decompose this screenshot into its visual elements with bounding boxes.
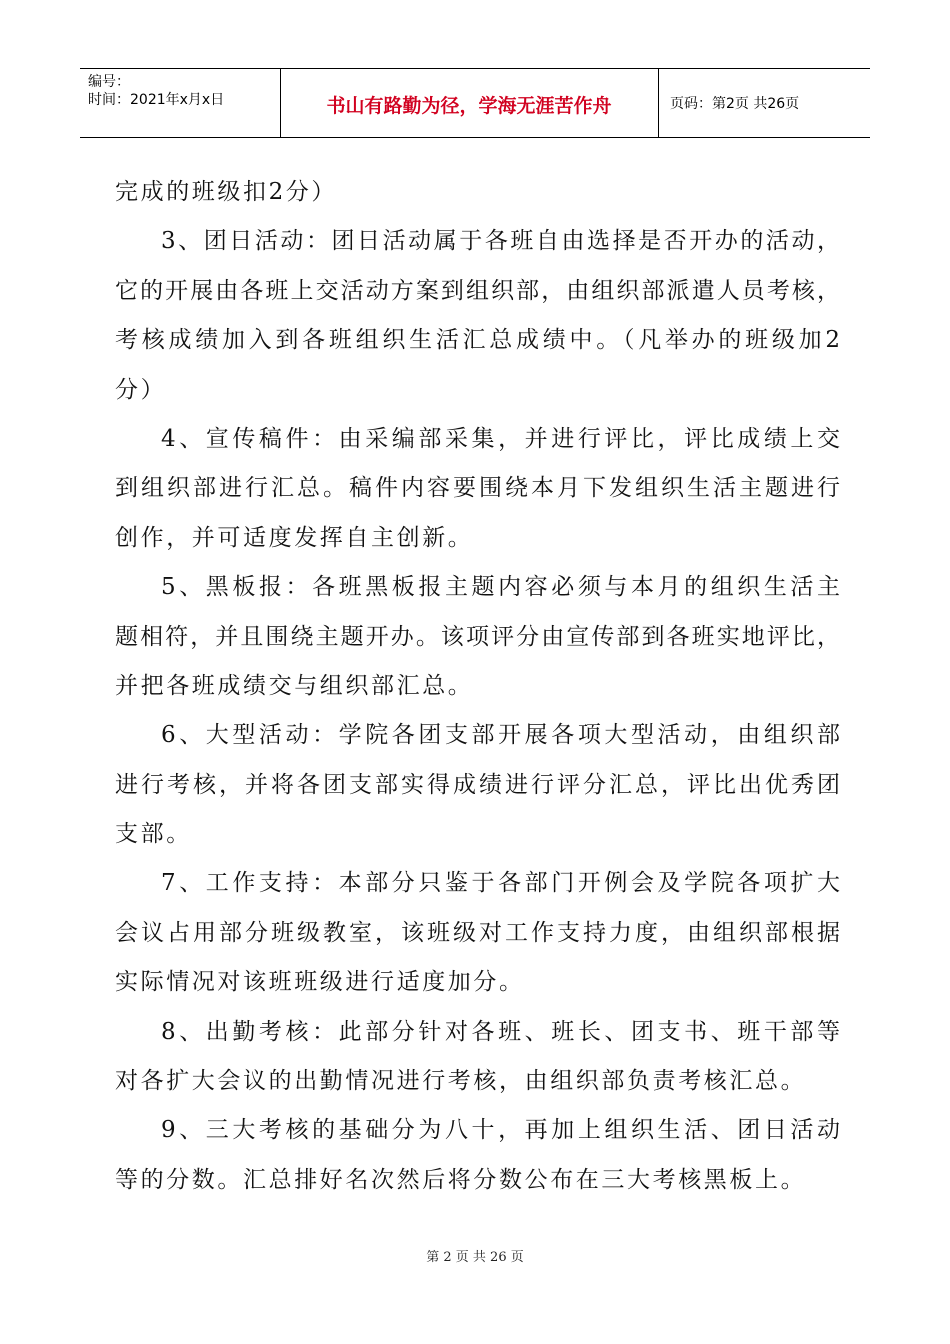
text-line: 6、大型活动：学院各团支部开展各项大型活动，由组织部 xyxy=(161,722,840,749)
header-page-info: 页码：第2页 共26页 xyxy=(670,96,800,112)
text-line: 进行考核，并将各团支部实得成绩进行评分汇总，评比出优秀团 xyxy=(115,771,840,798)
text-line: 它的开展由各班上交活动方案到组织部，由组织部派遣人员考核， xyxy=(115,277,840,304)
header-motto: 书山有路勤为径，学海无涯苦作舟 xyxy=(326,95,612,117)
text-line: 对各扩大会议的出勤情况进行考核，由组织部负责考核汇总。 xyxy=(115,1068,807,1095)
text-line: 5、黑板报：各班黑板报主题内容必须与本月的组织生活主 xyxy=(161,574,840,601)
header-divider xyxy=(658,69,659,137)
text-line: 等的分数。汇总排好名次然后将分数公布在三大考核黑板上。 xyxy=(115,1166,807,1193)
text-line: 到组织部进行汇总。稿件内容要围绕本月下发组织生活主题进行 xyxy=(115,475,840,502)
text-line: 8、出勤考核：此部分针对各班、班长、团支书、班干部等 xyxy=(161,1018,840,1045)
text-line: 并把各班成绩交与组织部汇总。 xyxy=(115,672,474,699)
text-line: 实际情况对该班班级进行适度加分。 xyxy=(115,969,525,996)
time-label: 时间：2021年x月x日 xyxy=(88,92,225,108)
body-text xyxy=(115,168,840,1205)
text-line: 3、团日活动：团日活动属于各班自由选择是否开办的活动， xyxy=(161,228,840,255)
text-line: 会议占用部分班级教室，该班级对工作支持力度，由组织部根据 xyxy=(115,919,840,946)
header-meta xyxy=(88,73,224,109)
document-header xyxy=(80,68,870,138)
number-label: 编号： xyxy=(88,74,130,90)
text-line: 9、三大考核的基础分为八十，再加上组织生活、团日活动 xyxy=(161,1117,840,1144)
text-line: 4、宣传稿件：由采编部采集，并进行评比，评比成绩上交 xyxy=(161,425,840,452)
text-line: 考核成绩加入到各班组织生活汇总成绩中。（凡举办的班级加2 xyxy=(115,327,840,354)
text-line: 分） xyxy=(115,376,167,403)
text-line: 7、工作支持：本部分只鉴于各部门开例会及学院各项扩大 xyxy=(161,870,840,897)
page-footer: 第 2 页 共 26 页 xyxy=(426,1250,524,1265)
text-line: 创作，并可适度发挥自主创新。 xyxy=(115,524,474,551)
text-line: 支部。 xyxy=(115,821,192,848)
text-line: 完成的班级扣2分） xyxy=(115,179,338,205)
text-line: 题相符，并且围绕主题开办。该项评分由宣传部到各班实地评比， xyxy=(115,623,840,650)
